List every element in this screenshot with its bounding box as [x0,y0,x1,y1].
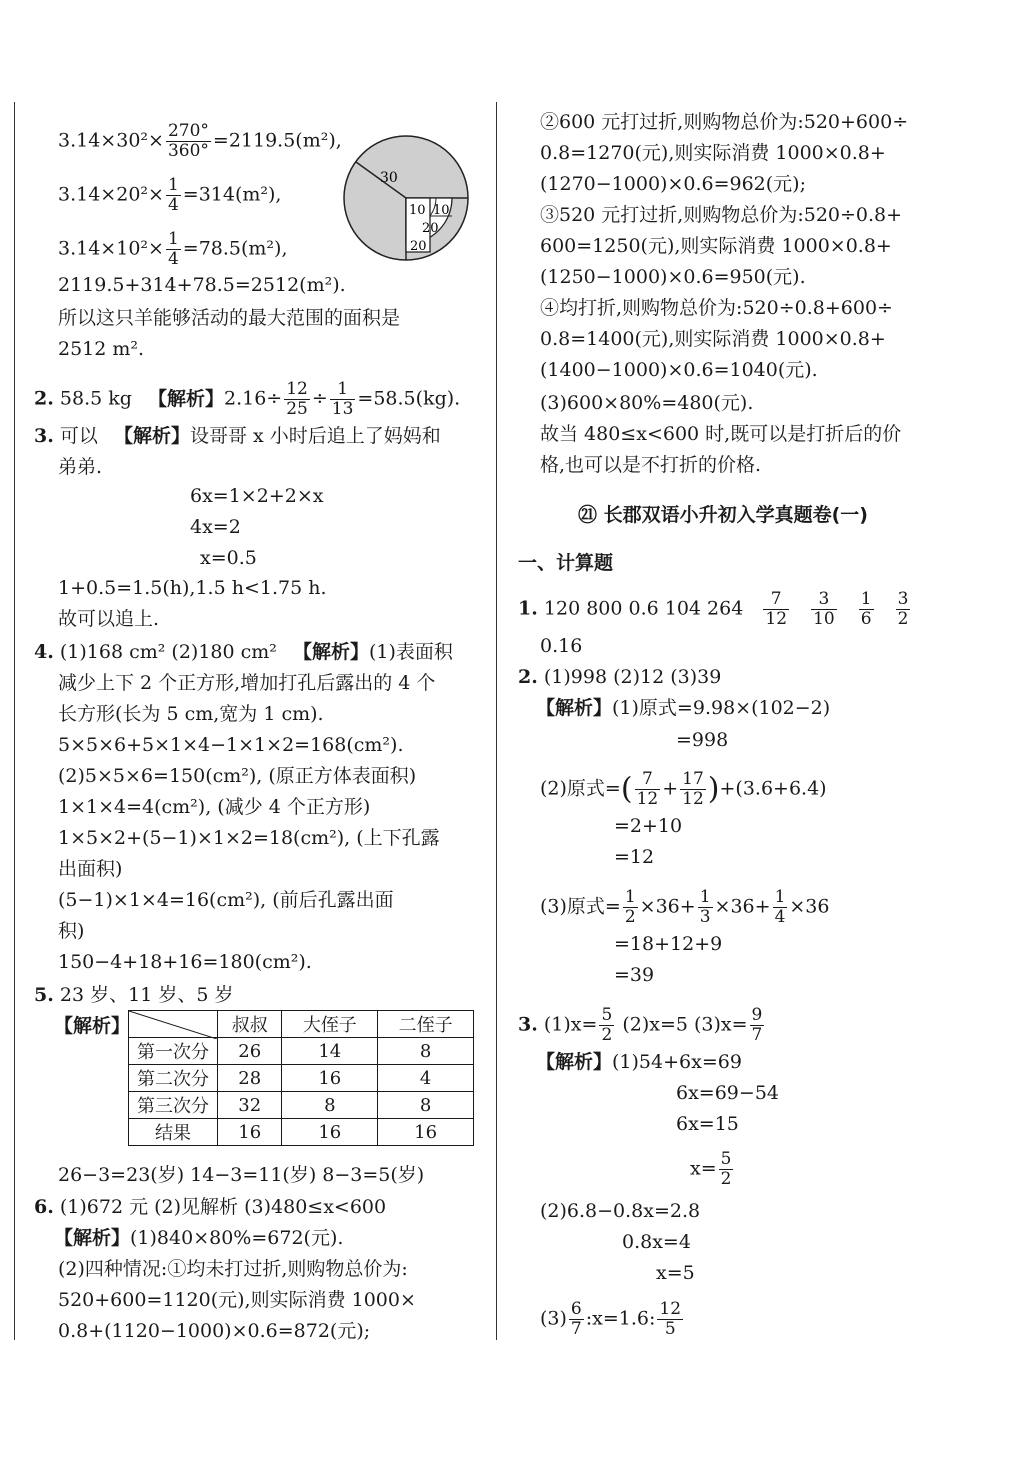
numerator: 5 [601,1005,613,1025]
c2-part3 [540,888,830,927]
c2-part2 [540,770,827,809]
analysis-tag: 【解析】 [147,387,224,410]
text: =2+10 [614,815,683,837]
text: 600=1250(元),则实际消费 1000×0.8+ [540,235,892,257]
numerator: 1 [860,589,872,609]
c3-analysis [536,1050,742,1074]
text: ×36+ [639,895,696,918]
numerator: 3 [811,590,837,610]
table-cell: 16 [282,1065,378,1092]
text: 故当 480≤x<600 时,既可以是打折后的价 [540,423,902,445]
fraction [623,888,638,927]
diagonal-line [129,1011,217,1039]
q5-line [34,983,233,1007]
row-label: 结果 [129,1119,218,1146]
denominator: 12 [682,789,704,809]
text: 积) [58,920,85,942]
text: ×36 [789,895,830,918]
text: (1270−1000)×0.6=962(元); [540,173,807,195]
text: 长方形(长为 5 cm,宽为 1 cm). [58,703,324,725]
equation: 4x=2 [190,516,241,538]
denominator: 25 [286,399,308,419]
denominator: 2 [720,1169,732,1189]
denominator: 5 [664,1319,676,1339]
table-row [129,1119,474,1146]
q6-line [34,1195,386,1219]
question-number: 4. [34,641,54,663]
text: =998 [676,729,729,751]
denominator: 3 [699,907,711,927]
denominator: 6 [860,609,872,629]
denominator: 360° [167,141,209,161]
fraction [773,888,788,927]
text: :x=1.6: [585,1307,656,1330]
numerator: 12 [659,1299,682,1319]
text: 6x=15 [676,1113,739,1135]
denominator: 10 [813,609,835,629]
text: 150−4+18+16=180(cm²). [58,951,312,973]
c3-part3 [540,1300,685,1339]
denominator: 4 [167,249,179,269]
q4-line [34,640,453,664]
table-cell: 8 [282,1092,378,1119]
label-20a: 20 [422,221,439,236]
row-label: 第三次分 [129,1092,218,1119]
text: (1400−1000)×0.6=1040(元). [540,359,818,381]
fraction [166,230,181,269]
text: 0.8+(1120−1000)×0.6=872(元); [58,1320,371,1342]
q3-line [34,424,441,448]
column-header: 叔叔 [218,1011,282,1038]
table-cell: 28 [218,1065,282,1092]
question-number: 3. [518,1013,538,1036]
text: =12 [614,846,655,868]
text: ②600 元打过折,则购物总价为:520+600÷ [540,111,909,133]
distribution-table [128,1010,474,1146]
fraction [284,380,310,419]
table-cell: 26 [218,1038,282,1065]
denominator: 2 [601,1025,613,1045]
area-line-1 [58,122,342,161]
fraction [599,1006,614,1045]
text: 故可以追上. [58,608,160,630]
table-cell: 4 [378,1065,474,1092]
text: ③520 元打过折,则购物总价为:520÷0.8+ [540,204,903,226]
area-line-2 [58,176,281,215]
text: 0.8=1270(元),则实际消费 1000×0.8+ [540,142,886,164]
column-header: 二侄子 [378,1011,474,1038]
numerator: 6 [570,1299,582,1319]
conclusion: 所以这只羊能够活动的最大范围的面积是 [58,307,401,329]
analysis-tag: 【解析】 [536,697,613,719]
answer: 23 岁、11 岁、5 岁 [59,984,234,1006]
text: =18+12+9 [614,933,723,955]
analysis-tag: 【解析】 [54,1227,131,1249]
denominator: 2 [897,609,909,629]
numerator: 1 [624,887,636,907]
table-cell: 16 [218,1119,282,1146]
analysis-tag: 【解析】 [536,1051,613,1073]
denominator: 12 [765,609,788,629]
question-number: 3. [34,425,54,447]
text: (1)840×80%=672(元). [130,1227,344,1249]
corner-cell [129,1011,218,1038]
sheep-area-figure [340,132,470,268]
label-30: 30 [380,170,398,186]
equation: x=0.5 [200,547,257,569]
column-divider [496,102,497,1340]
text: =78.5(m²), [182,237,288,260]
text: +(3.6+6.4) [719,777,827,800]
paren-close: ) [707,771,720,807]
text: ④均打折,则购物总价为:520÷0.8+600÷ [540,297,893,319]
answer: (1)168 cm² (2)180 cm² [59,641,277,663]
exam-title: ㉑ 长郡双语小升初入学真题卷(一) [578,504,868,526]
text: 0.16 [540,635,583,657]
column-header: 大侄子 [282,1011,378,1038]
analysis-tag: 【解析】 [54,1015,131,1037]
q2-line [34,380,460,419]
question-number: 1. [518,597,538,620]
text: 520+600=1120(元),则实际消费 1000× [58,1289,416,1311]
fraction [569,1300,584,1339]
text: 弟弟. [58,456,103,478]
fraction [330,380,356,419]
denominator: 7 [751,1025,763,1045]
text: (3)600×80%=480(元). [540,392,754,414]
question-number: 2. [34,387,54,410]
fraction [166,176,181,215]
text: =314(m²), [182,183,282,206]
q6-analysis [54,1226,343,1250]
text: =58.5(kg). [357,387,461,410]
analysis-tag: 【解析】 [292,641,369,663]
numerator: 5 [720,1149,732,1169]
label-10a: 10 [409,203,426,218]
area-sum: 2119.5+314+78.5=2512(m²). [58,274,346,296]
numerator: 1 [774,887,786,907]
fraction [763,590,789,629]
text: (1250−1000)×0.6=950(元). [540,266,806,288]
text: 格,也可以是不打折的价格. [540,454,762,476]
text: 0.8x=4 [622,1231,691,1253]
numerator: 1 [167,229,179,249]
text: (2)6.8−0.8x=2.8 [540,1200,701,1222]
fraction [166,122,211,161]
equation: 6x=1×2+2×x [190,485,324,507]
denominator: 2 [624,907,636,927]
c2-analysis [536,696,830,720]
text: 26−3=23(岁) 14−3=11(岁) 8−3=5(岁) [58,1164,425,1186]
left-margin-rule [14,102,15,1340]
text: 3.14×20²× [58,183,164,206]
fraction [896,590,911,629]
fraction [680,770,706,809]
denominator: 7 [570,1319,582,1339]
label-20b: 20 [410,239,427,254]
text: x= [690,1157,717,1180]
text: (1)原式=9.98×(102−2) [612,697,831,719]
row-label: 第二次分 [129,1065,218,1092]
denominator: 13 [331,399,354,419]
text: (3) [540,1307,567,1330]
text: (3)原式= [540,895,621,918]
conclusion-value: 2512 m². [58,338,145,360]
label-10b: 10 [433,203,450,218]
numerator: 12 [286,379,308,399]
fraction [698,888,713,927]
text: ÷ [311,387,328,410]
answer: 58.5 kg [59,387,132,410]
question-number: 2. [518,666,538,688]
text: =2119.5(m²), [212,129,342,152]
denominator: 4 [167,195,179,215]
answer-values: 120 800 0.6 104 264 [543,597,744,620]
text: (1)表面积 [368,641,453,663]
text: 6x=69−54 [676,1082,779,1104]
numerator: 3 [897,589,909,609]
text: (2)x=5 (3)x= [616,1013,748,1036]
denominator: 12 [636,789,659,809]
table-row [129,1038,474,1065]
table-cell: 8 [378,1092,474,1119]
text: (1)x= [543,1013,598,1036]
c2-line [518,665,721,689]
table-header-row [129,1011,474,1038]
area-line-3 [58,230,288,269]
text: x=5 [656,1262,695,1284]
paren-open: ( [620,771,633,807]
text: ×36+ [714,895,771,918]
text: 2.16÷ [223,387,283,410]
numerator: 270° [167,121,209,141]
row-label: 第一次分 [129,1038,218,1065]
numerator: 7 [763,590,789,610]
text: =39 [614,964,655,986]
analysis-tag: 【解析】 [113,425,190,447]
fraction [811,590,837,629]
text: 减少上下 2 个正方形,增加打孔后露出的 4 个 [58,672,436,694]
text: (1)54+6x=69 [612,1051,742,1073]
c1-line [518,590,912,629]
answer: (1)998 (2)12 (3)39 [543,666,722,688]
section-heading: 一、计算题 [518,552,614,574]
numerator: 1 [330,380,356,400]
question-number: 5. [34,984,54,1006]
text: (5−1)×1×4=16(cm²), (前后孔露出面 [58,889,394,911]
text: 设哥哥 x 小时后追上了妈妈和 [189,425,441,447]
fraction [859,590,874,629]
table-cell: 14 [282,1038,378,1065]
text: 0.8=1400(元),则实际消费 1000×0.8+ [540,328,886,350]
table-cell: 16 [282,1119,378,1146]
c3-result [690,1150,735,1189]
question-number: 6. [34,1196,54,1218]
table-cell: 32 [218,1092,282,1119]
text: 1×1×4=4(cm²), (减少 4 个正方形) [58,796,371,818]
numerator: 1 [699,887,711,907]
text: 3.14×30²× [58,129,164,152]
table-row [129,1065,474,1092]
text: (2)5×5×6=150(cm²), (原正方体表面积) [58,765,417,787]
text: 1×5×2+(5−1)×1×2=18(cm²), (上下孔露 [58,827,440,849]
fraction [635,770,661,809]
text: (2)四种情况:①均未打过折,则购物总价为: [58,1258,408,1280]
numerator: 17 [682,769,704,789]
c3-line [518,1006,766,1045]
text: 5×5×6+5×1×4−1×1×2=168(cm²). [58,734,404,756]
table-row [129,1092,474,1119]
table-cell: 8 [378,1038,474,1065]
text: 3.14×10²× [58,237,164,260]
text: 出面积) [58,858,123,880]
answer: (1)672 元 (2)见解析 (3)480≤x<600 [59,1196,387,1218]
numerator: 9 [751,1005,763,1025]
text: 1+0.5=1.5(h),1.5 h<1.75 h. [58,577,327,599]
text: (2)原式= [540,777,621,800]
fraction [750,1006,765,1045]
fraction [657,1300,683,1339]
fraction [719,1150,734,1189]
denominator: 4 [774,907,786,927]
answer: 可以 [59,425,98,447]
numerator: 7 [635,770,661,790]
plus: + [662,777,679,800]
numerator: 1 [167,175,179,195]
table-cell: 16 [378,1119,474,1146]
